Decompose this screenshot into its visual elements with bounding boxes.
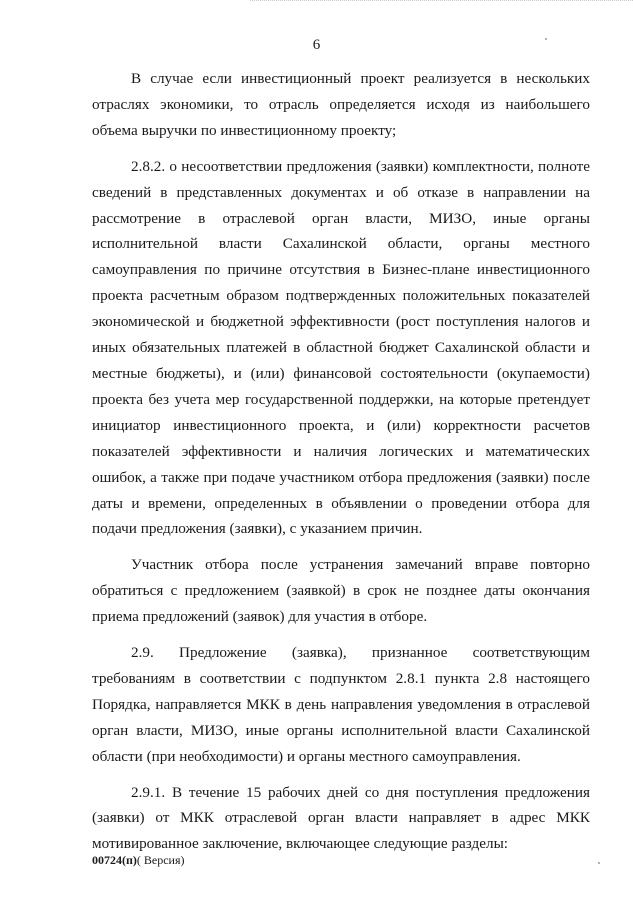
page-number: 6 bbox=[312, 37, 321, 53]
paragraph-2-9-1: 2.9.1. В течение 15 рабочих дней со дня поступления предложения (заявки) от МКК отраслевой орган власти направляет в адрес МКК мотивированное заключение, включающее следующие разделы: bbox=[92, 783, 590, 853]
footer-version-label: ( Версия) bbox=[136, 853, 185, 867]
paragraph-2-8-2: 2.8.2. о несоответствии предложения (заявки) комплектности, полноте сведений в представленных документах и об отказе в направлении на рассмотрение в отраслевой орган власти, МИЗО, иные органы исполнительной власти Сахалинской области, органы местного самоуправления по причине отсутствия в Бизнес-плане инвестиционного проекта расчетным образом подтвержденных положительных показателей экономической и бюджетной эффективности (рост поступления налогов и иных обязательных платежей в областной бюджет Сахалинской области и местные бюджеты), и (или) финансовой состоятельности (окупаемости) проекта без учета мер государственной поддержки, на которые претендует инициатор инвестиционного проекта, и (или) корректности расчетов показателей эффективности и наличия логических и математических ошибок, а также при подаче участником отбора предложения (заявки) после даты и времени, определенных в объявлении о проведении отбора для подачи предложения (заявки), с указанием причин. bbox=[92, 157, 590, 538]
footer-code: 00724(п) bbox=[92, 853, 137, 867]
scan-artifact-line bbox=[250, 0, 633, 2]
paragraph-2-9: 2.9. Предложение (заявка), признанное соответствующим требованиям в соответствии с подпунктом 2.8.1 пункта 2.8 настоящего Порядка, направляется МКК в день направления уведомления в отраслевой орган власти, МИЗО, иные органы исполнительной власти Сахалинской области (при необходимости) и органы местного самоуправления. bbox=[92, 644, 590, 765]
paragraph-industry-definition: В случае если инвестиционный проект реализуется в нескольких отраслях экономики, то отрасль определяется исходя из наибольшего объема выручки по инвестиционному проекту; bbox=[92, 70, 590, 139]
document-body bbox=[92, 66, 590, 857]
paragraph-resubmission: Участник отбора после устранения замечаний вправе повторно обратиться с предложением (заявкой) в срок не позднее даты окончания приема предложений (заявок) для участия в отборе. bbox=[92, 556, 590, 626]
scan-artifact-dot bbox=[598, 862, 600, 864]
footer-version bbox=[92, 853, 185, 868]
